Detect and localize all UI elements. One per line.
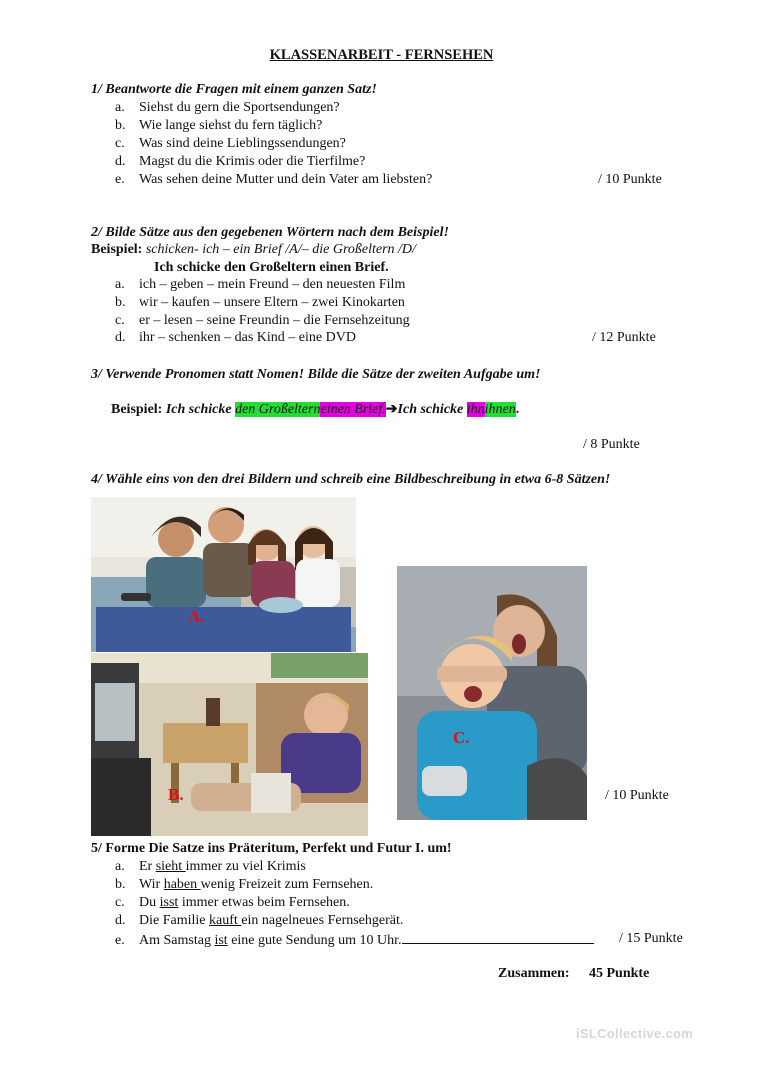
item-text: Die Familie <box>139 913 209 928</box>
item-text: Wir <box>139 877 164 892</box>
item-verb: haben <box>163 877 201 892</box>
item-text: wenig Freizeit zum Fernsehen. <box>200 877 374 892</box>
item-verb: kauft <box>209 913 242 928</box>
item-label: c. <box>115 895 125 910</box>
item-text: Du <box>139 895 160 910</box>
task2-item <box>115 295 405 311</box>
item-verb: isst <box>159 895 179 910</box>
task1-item <box>115 136 346 152</box>
total-label: Zusammen: <box>498 966 570 981</box>
item-text: Am Samstag <box>139 933 215 948</box>
item-text: ihr – schenken – das Kind – eine DVD <box>139 330 356 345</box>
task2-heading: 2/ Bilde Sätze aus den gegebenen Wörtern nach dem Beispiel! <box>91 225 449 240</box>
item-text: wir – kaufen – unsere Eltern – zwei Kinokarten <box>139 295 405 310</box>
task1-item <box>115 118 322 134</box>
item-text: immer etwas beim Fernsehen. <box>178 895 350 910</box>
task5-item <box>115 895 350 911</box>
task1-points: / 10 Punkte <box>598 172 662 187</box>
item-text: Siehst du gern die Sportsendungen? <box>139 100 340 115</box>
photo-c-illustration <box>397 566 587 820</box>
highlight-pronoun-acc: ihn <box>466 402 485 417</box>
example-words: schicken- ich – ein Brief /A/– die Großeltern /D/ <box>145 242 416 257</box>
page-title: KLASSENARBEIT - FERNSEHEN <box>269 47 494 63</box>
item-label: d. <box>115 330 126 345</box>
task2-example <box>91 242 416 258</box>
item-text: Wie lange siehst du fern täglich? <box>139 118 323 133</box>
item-label: c. <box>115 136 125 151</box>
item-text: ich – geben – mein Freund – den neuesten Film <box>139 277 406 292</box>
answer-line <box>402 931 594 944</box>
task3-points: / 8 Punkte <box>583 437 640 452</box>
example-label: Beispiel: <box>111 402 163 417</box>
task3-heading: 3/ Verwende Pronomen statt Nomen! Bilde die Sätze der zweiten Aufgabe um! <box>91 367 541 382</box>
example-part: Ich schicke <box>165 402 236 417</box>
highlight-accusative: einen Brief. <box>320 402 386 417</box>
task4-heading: 4/ Wähle eins von den drei Bildern und schreib eine Bildbeschreibung in etwa 6-8 Sätzen! <box>91 472 611 487</box>
task2-item <box>115 330 356 346</box>
item-label: b. <box>115 118 126 133</box>
task1-heading: 1/ Beantworte die Fragen mit einem ganzen Satz! <box>91 82 377 97</box>
item-label: d. <box>115 154 126 169</box>
item-label: d. <box>115 913 126 928</box>
item-label: a. <box>115 100 125 115</box>
highlight-pronoun-dat: ihnen <box>484 402 516 417</box>
task5-item <box>115 877 373 893</box>
photo-b-illustration <box>91 653 368 836</box>
task5-item <box>115 931 594 949</box>
example-end: . <box>515 402 520 417</box>
item-verb: sieht <box>155 859 186 874</box>
item-label: b. <box>115 877 126 892</box>
item-label: a. <box>115 277 125 292</box>
photo-label-c: C. <box>453 728 470 747</box>
item-label: e. <box>115 172 125 187</box>
item-label: c. <box>115 313 125 328</box>
item-text: er – lesen – seine Freundin – die Fernsehzeitung <box>139 313 410 328</box>
task5-points: / 15 Punkte <box>619 931 683 946</box>
photo-a-family-watching-tv <box>91 497 356 652</box>
example-label: Beispiel: <box>91 242 143 257</box>
item-text: Was sind deine Lieblingssendungen? <box>139 136 346 151</box>
item-label: e. <box>115 933 125 948</box>
photo-label-b: B. <box>168 785 184 804</box>
item-verb: ist <box>214 933 228 948</box>
photo-c-mother-covering-childs-eyes <box>397 566 587 820</box>
item-label: a. <box>115 859 125 874</box>
item-text: Er <box>139 859 156 874</box>
arrow-icon: ➔ <box>385 402 398 417</box>
task5-item <box>115 859 306 875</box>
item-text: ein nagelneues Fernsehgerät. <box>241 913 404 928</box>
task2-item <box>115 277 405 293</box>
item-text: Was sehen deine Mutter und dein Vater am liebsten? <box>139 172 433 187</box>
task1-item <box>115 172 432 188</box>
item-text: Magst du die Krimis oder die Tierfilme? <box>139 154 366 169</box>
item-text: eine gute Sendung um 10 Uhr. <box>227 933 402 948</box>
item-label: b. <box>115 295 126 310</box>
task1-item <box>115 100 340 116</box>
watermark-logo: iSLCollective.com <box>576 1026 694 1041</box>
task5-heading: 5/ Forme Die Satze ins Präteritum, Perfekt und Futur I. um! <box>91 841 452 856</box>
photo-a-illustration <box>91 497 356 652</box>
photo-b-boy-watching-tv <box>91 653 368 836</box>
total-value: 45 Punkte <box>589 966 650 981</box>
task3-example <box>111 401 519 418</box>
example-part: Ich schicke <box>397 402 467 417</box>
task5-item <box>115 913 403 929</box>
item-text: immer zu viel Krimis <box>185 859 306 874</box>
task2-example-sentence: Ich schicke den Großeltern einen Brief. <box>154 260 389 275</box>
photo-label-a: A. <box>188 607 205 626</box>
task2-item <box>115 313 410 329</box>
task4-points: / 10 Punkte <box>605 788 669 803</box>
highlight-dative: den Großeltern <box>235 402 321 417</box>
task2-points: / 12 Punkte <box>592 330 656 345</box>
task1-item <box>115 154 365 170</box>
